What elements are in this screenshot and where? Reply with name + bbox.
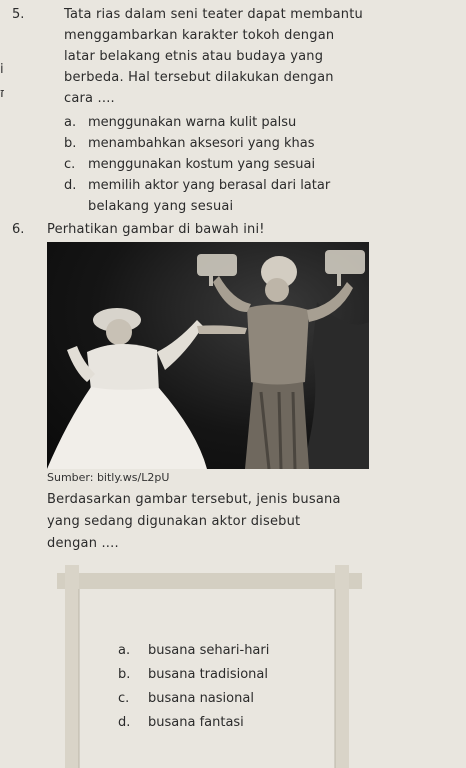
- option-text: menggunakan warna kulit palsu: [88, 115, 297, 130]
- option-letter: c.: [64, 157, 76, 172]
- question-6-option-b[interactable]: [118, 667, 268, 682]
- option-text: memilih aktor yang berasal dari latar: [88, 178, 331, 193]
- photo-illustration: [47, 242, 369, 469]
- option-text: menambahkan aksesori yang khas: [88, 136, 315, 151]
- question-6-prompt: Perhatikan gambar di bawah ini!: [47, 222, 265, 237]
- option-letter: c.: [118, 691, 130, 706]
- margin-mark: ז: [0, 86, 5, 101]
- question-5-option-b[interactable]: [64, 136, 315, 151]
- option-letter: b.: [64, 136, 77, 151]
- question-6-text: yang sedang digunakan aktor disebut: [47, 514, 301, 529]
- question-5-text: menggambarkan karakter tokoh dengan: [64, 28, 335, 43]
- question-5-number: 5.: [12, 7, 25, 22]
- photo-source-caption: Sumber: bitly.ws/L2pU: [47, 471, 170, 484]
- question-5-text: berbeda. Hal tersebut dilakukan dengan: [64, 70, 334, 85]
- question-6-number: 6.: [12, 222, 25, 237]
- question-6-option-c[interactable]: [118, 691, 254, 706]
- background-foliage: [302, 302, 369, 469]
- theater-performance-photo: [47, 242, 369, 469]
- actress-figure: [47, 308, 207, 469]
- option-letter: a.: [64, 115, 77, 130]
- option-letter: b.: [118, 667, 131, 682]
- question-5-option-c[interactable]: [64, 157, 315, 172]
- question-6-text: dengan ....: [47, 536, 119, 551]
- option-text: busana fantasi: [148, 715, 244, 730]
- option-letter: d.: [64, 178, 77, 193]
- question-5-text: cara ....: [64, 91, 115, 106]
- question-5-text: Tata rias dalam seni teater dapat membantu: [64, 7, 363, 22]
- option-text: busana tradisional: [148, 667, 268, 682]
- option-text: menggunakan kostum yang sesuai: [88, 157, 316, 172]
- question-5-option-d-continuation: belakang yang sesuai: [88, 199, 234, 214]
- option-text: busana nasional: [148, 691, 254, 706]
- question-6-option-d[interactable]: [118, 715, 244, 730]
- question-5-option-a[interactable]: [64, 115, 296, 130]
- question-5-option-d[interactable]: [64, 178, 330, 193]
- option-text: busana sehari-hari: [148, 643, 270, 658]
- question-6-text: Berdasarkan gambar tersebut, jenis busana: [47, 492, 341, 507]
- question-5-text: latar belakang etnis atau budaya yang: [64, 49, 324, 64]
- option-letter: d.: [118, 715, 131, 730]
- question-6-option-a[interactable]: [118, 643, 269, 658]
- option-letter: a.: [118, 643, 131, 658]
- margin-mark: i: [0, 62, 4, 77]
